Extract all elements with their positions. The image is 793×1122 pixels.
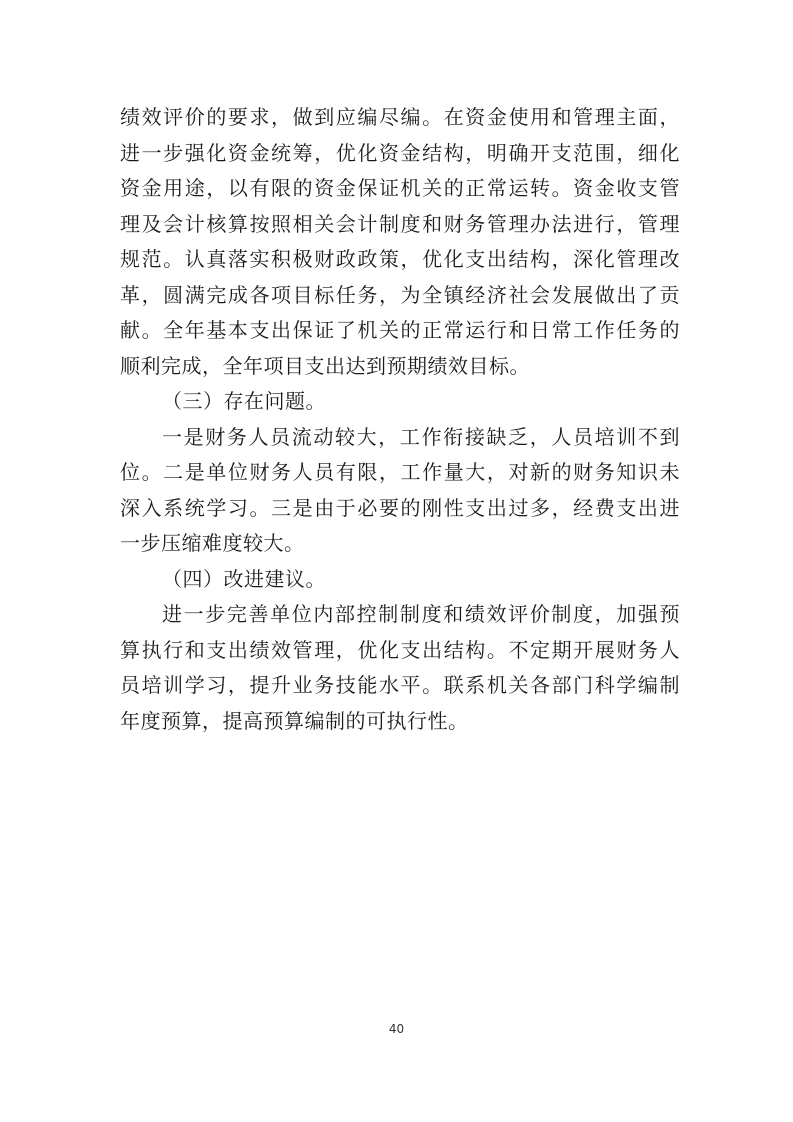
- text-line: 算执行和支出绩效管理，优化支出结构。不定期开展财务人: [120, 637, 680, 662]
- paragraph-improvement-suggestions: [120, 597, 680, 739]
- text-line: 深入系统学习。三是由于必要的刚性支出过多，经费支出进: [120, 495, 680, 520]
- text-line: 位。二是单位财务人员有限，工作量大，对新的财务知识未: [120, 460, 680, 484]
- text-line: 一是财务人员流动较大，工作衔接缺乏，人员培训不到: [162, 424, 680, 449]
- text-line: 革，圆满完成各项目标任务，为全镇经济社会发展做出了贡: [120, 282, 680, 307]
- section-heading: （三）存在问题。: [162, 389, 326, 413]
- text-line: 进一步强化资金统筹，优化资金结构，明确开支范围，细化: [120, 140, 680, 165]
- text-line: 绩效评价的要求，做到应编尽编。在资金使用和管理主面，: [120, 105, 680, 129]
- paragraph-performance-summary: [120, 100, 680, 384]
- text-line: 献。全年基本支出保证了机关的正常运行和日常工作任务的: [120, 318, 680, 342]
- text-line: 顺利完成，全年项目支出达到预期绩效目标。: [120, 353, 530, 378]
- text-line: 进一步完善单位内部控制制度和绩效评价制度，加强预: [162, 602, 680, 626]
- text-line: 年度预算，提高预算编制的可执行性。: [120, 708, 469, 733]
- text-line: 规范。认真落实积极财政政策，优化支出结构，深化管理改: [120, 247, 680, 271]
- page-number: 40: [388, 1022, 405, 1036]
- paragraph-existing-problems: [120, 420, 680, 562]
- text-line: 一步压缩难度较大。: [120, 531, 305, 555]
- body-text: [120, 100, 680, 739]
- text-line: 员培训学习，提升业务技能水平。联系机关各部门科学编制: [120, 673, 680, 697]
- text-line: 理及会计核算按照相关会计制度和财务管理办法进行，管理: [120, 211, 680, 236]
- heading-existing-problems: [120, 384, 680, 420]
- text-line: 资金用途，以有限的资金保证机关的正常运转。资金收支管: [120, 176, 680, 200]
- section-heading: （四）改进建议。: [162, 566, 326, 591]
- heading-improvement-suggestions: [120, 562, 680, 598]
